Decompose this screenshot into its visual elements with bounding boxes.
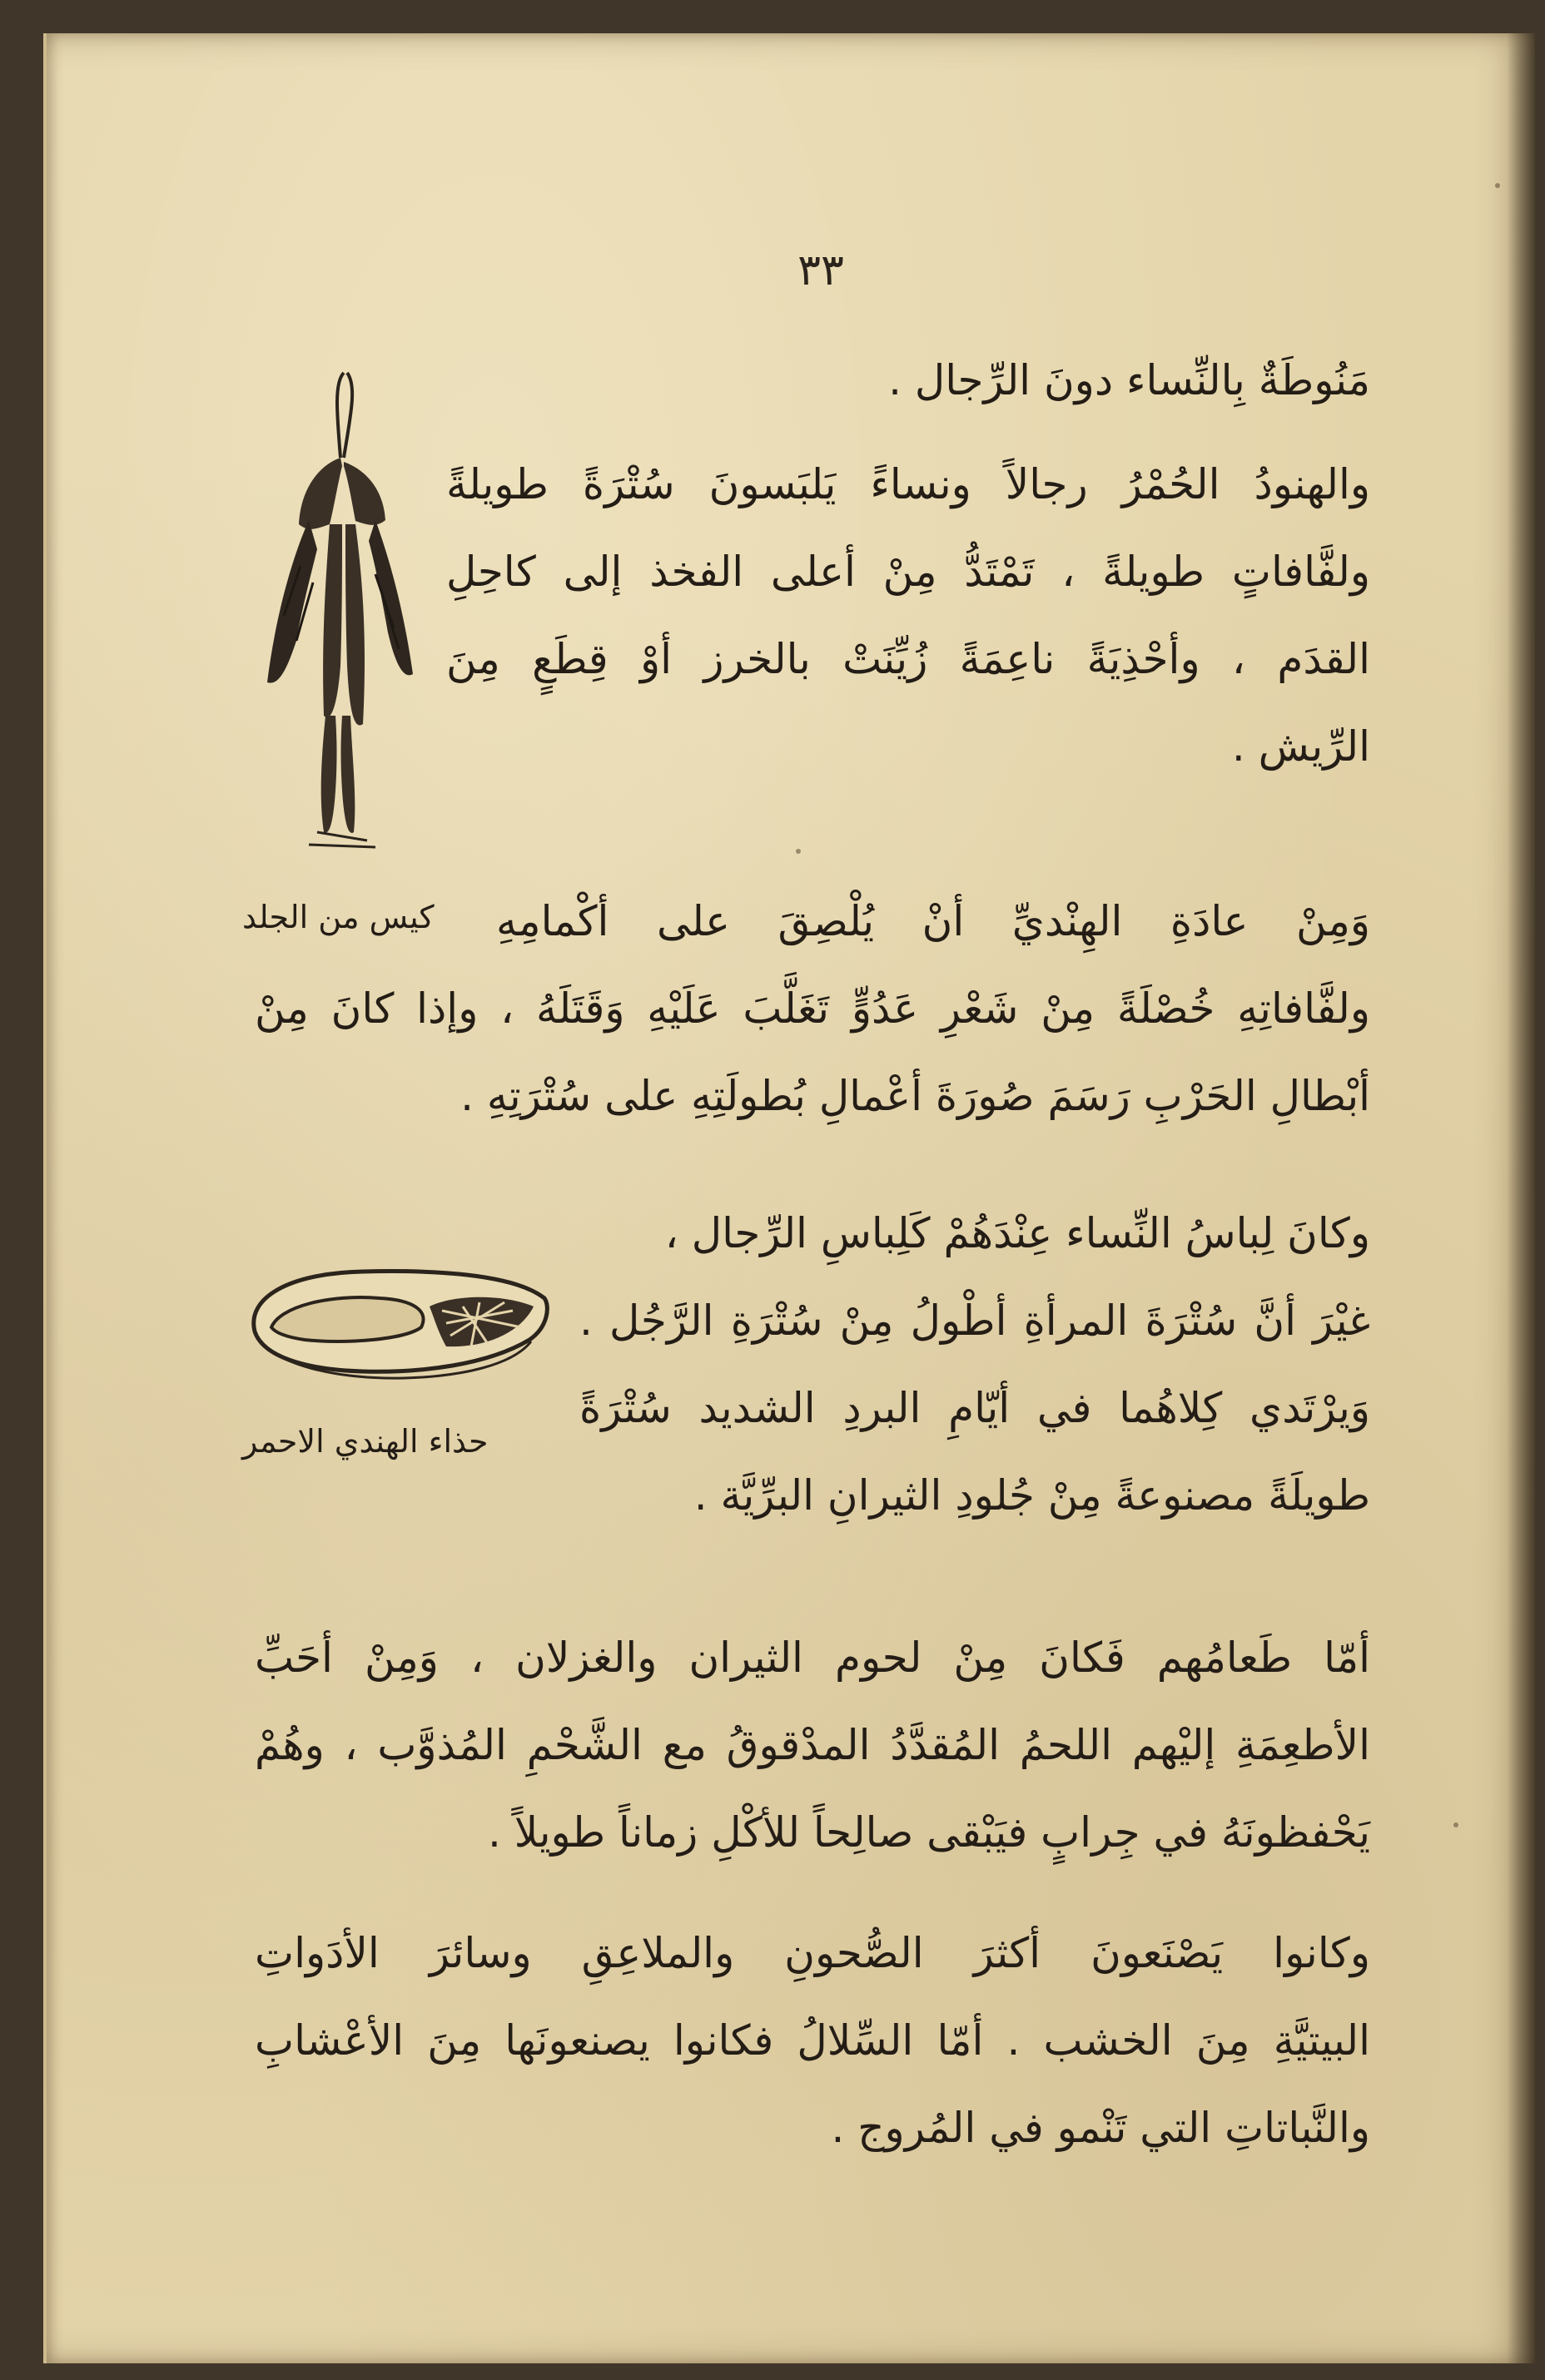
text-line: طويلَةً مصنوعةً مِنْ جُلودِ الثيرانِ البرِّيَّة . [693, 1471, 1370, 1520]
text-line: الأطعِمَةِ إليْهم اللحمُ المُقدَّدُ المدْقوقُ مع الشَّحْمِ المُذوَّب ، وهُمْ [255, 1721, 1370, 1769]
caption-moccasin: حذاء الهندي الاحمر [242, 1423, 489, 1460]
book-page [43, 33, 1535, 2363]
text-line: غيْرَ أنَّ سُتْرَةَ المرأةِ أطْولُ مِنْ سُتْرَةِ الرَّجُل . [579, 1297, 1370, 1345]
text-line: يَحْفظونَهُ في جِرابٍ فيَبْقى صالِحاً للأكْلِ زماناً طويلاً . [487, 1808, 1370, 1857]
text-line: ولفَّافاتِهِ خُصْلَةً مِنْ شَعْرِ عَدُوٍّ تَغَلَّبَ عَلَيْهِ وَقَتَلَهُ ، وإذا كانَ مِنْ [255, 984, 1370, 1033]
paragraph-3 [255, 878, 1370, 1140]
text-line: القدَم ، وأحْذِيَةً ناعِمَةً زُيِّنَتْ بالخرز أوْ قِطَعٍ مِنَ [446, 635, 1370, 683]
text-line: والنَّباتاتِ التي تَنْمو في المُروج . [831, 2104, 1370, 2152]
paragraph-4 [579, 1190, 1370, 1540]
text-line: ولفَّافاتٍ طويلةً ، تَمْتَدُّ مِنْ أعلى الفخذ إلى كاحِلِ [446, 548, 1370, 596]
caption-pouch: كيس من الجلد [242, 899, 435, 935]
paragraph-2 [446, 441, 1370, 791]
paragraph-5 [255, 1614, 1370, 1877]
moccasin-illustration [238, 1248, 554, 1390]
text-line: أبْطالِ الحَرْبِ رَسَمَ صُورَةَ أعْمالِ بُطولَتِهِ على سُتْرَتِهِ . [460, 1072, 1370, 1120]
text-line: مَنُوطَةٌ بِالنِّساء دونَ الرِّجال . [888, 356, 1370, 404]
text-line: والهنودُ الحُمْرُ رجالاً ونساءً يَلبَسونَ سُتْرَةً طويلةً [446, 460, 1370, 508]
page-number: ٣٣ [797, 245, 844, 295]
leather-pouch-illustration [251, 366, 434, 865]
text-line: البيتيَّةِ مِنَ الخشب . أمّا السِّلالُ فكانوا يصنعونَها مِنَ الأعْشابِ [255, 2016, 1370, 2065]
text-line: وَمِنْ عادَةِ الهِنْديِّ أنْ يُلْصِقَ على أكْمامِهِ [496, 897, 1370, 945]
text-line: الرِّيش . [1231, 722, 1370, 771]
paragraph-6 [255, 1910, 1370, 2172]
paper-speck [796, 849, 801, 854]
paper-speck [1495, 183, 1500, 188]
paragraph-1 [879, 337, 1370, 424]
text-line: وكانوا يَصْنَعونَ أكثرَ الصُّحونِ والملاعِقِ وسائرَ الأدَواتِ [255, 1929, 1370, 1977]
text-line: وَيرْتَدي كِلاهُما في أيّامِ البردِ الشديد سُتْرَةً [579, 1384, 1370, 1432]
paper-speck [1453, 1822, 1458, 1827]
text-line: وكانَ لِباسُ النِّساء عِنْدَهُمْ كَلِباسِ الرِّجال ، [664, 1209, 1370, 1257]
spine-shadow [1507, 33, 1535, 2363]
text-line: أمّا طَعامُهم فَكانَ مِنْ لحوم الثيران والغزلان ، وَمِنْ أحَبِّ [255, 1634, 1370, 1682]
